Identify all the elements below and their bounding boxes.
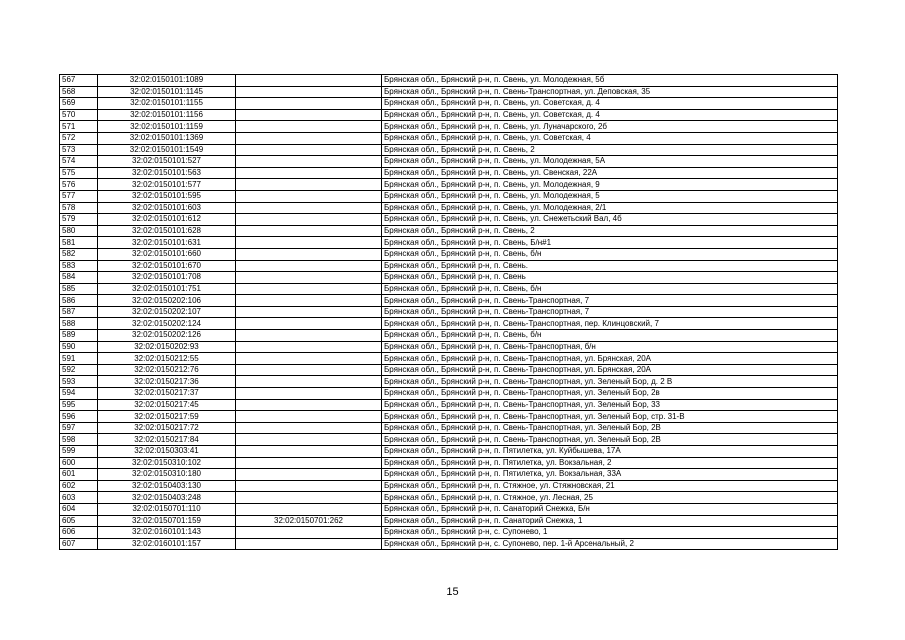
related-cadastral-number-cell	[236, 98, 382, 110]
table-row	[60, 144, 838, 156]
row-number-cell: 600	[60, 457, 98, 469]
row-number-cell: 573	[60, 144, 98, 156]
row-number-cell: 592	[60, 364, 98, 376]
row-number-cell: 591	[60, 353, 98, 365]
related-cadastral-number-cell	[236, 109, 382, 121]
cadastral-number-cell: 32:02:0150202:126	[98, 330, 236, 342]
related-cadastral-number-cell	[236, 527, 382, 539]
table-row	[60, 515, 838, 527]
related-cadastral-number-cell	[236, 538, 382, 550]
row-number-cell: 595	[60, 399, 98, 411]
address-cell: Брянская обл., Брянский р-н, п. Свень, ул. Снежетьский Вал, 4б	[382, 214, 838, 226]
related-cadastral-number-cell	[236, 190, 382, 202]
table-row	[60, 272, 838, 284]
table-row	[60, 283, 838, 295]
address-cell: Брянская обл., Брянский р-н, п. Свень, 2	[382, 225, 838, 237]
row-number-cell: 580	[60, 225, 98, 237]
row-number-cell: 588	[60, 318, 98, 330]
address-cell: Брянская обл., Брянский р-н, п. Свень, Б/н#1	[382, 237, 838, 249]
table-row	[60, 179, 838, 191]
table-row	[60, 260, 838, 272]
address-cell: Брянская обл., Брянский р-н, п. Стяжное, ул. Стяжновская, 21	[382, 480, 838, 492]
address-cell: Брянская обл., Брянский р-н, п. Свень, ул. Молодежная, 5б	[382, 75, 838, 87]
related-cadastral-number-cell	[236, 144, 382, 156]
table-row	[60, 353, 838, 365]
row-number-cell: 589	[60, 330, 98, 342]
cadastral-number-cell: 32:02:0150303:41	[98, 446, 236, 458]
related-cadastral-number-cell	[236, 86, 382, 98]
address-cell: Брянская обл., Брянский р-н, п. Свень.	[382, 260, 838, 272]
address-cell: Брянская обл., Брянский р-н, с. Супонево, 1	[382, 527, 838, 539]
table-row	[60, 492, 838, 504]
row-number-cell: 578	[60, 202, 98, 214]
related-cadastral-number-cell	[236, 376, 382, 388]
address-cell: Брянская обл., Брянский р-н, п. Свень-Транспортная, ул. Зеленый Бор, 2В	[382, 434, 838, 446]
address-cell: Брянская обл., Брянский р-н, с. Супонево, пер. 1-й Арсенальный, 2	[382, 538, 838, 550]
related-cadastral-number-cell	[236, 388, 382, 400]
row-number-cell: 577	[60, 190, 98, 202]
cadastral-number-cell: 32:02:0160101:157	[98, 538, 236, 550]
row-number-cell: 602	[60, 480, 98, 492]
table-row	[60, 86, 838, 98]
address-cell: Брянская обл., Брянский р-н, п. Свень-Транспортная, ул. Зеленый Бор, д. 2 В	[382, 376, 838, 388]
related-cadastral-number-cell	[236, 295, 382, 307]
table-row	[60, 469, 838, 481]
cadastral-number-cell: 32:02:0150101:1155	[98, 98, 236, 110]
cadastral-number-cell: 32:02:0150101:577	[98, 179, 236, 191]
page-number: 15	[446, 586, 459, 598]
related-cadastral-number-cell	[236, 446, 382, 458]
row-number-cell: 590	[60, 341, 98, 353]
cadastral-number-cell: 32:02:0150101:660	[98, 248, 236, 260]
cadastral-number-cell: 32:02:0150101:563	[98, 167, 236, 179]
table-row	[60, 527, 838, 539]
related-cadastral-number-cell	[236, 272, 382, 284]
table-row	[60, 214, 838, 226]
cadastral-number-cell: 32:02:0150310:180	[98, 469, 236, 481]
address-cell: Брянская обл., Брянский р-н, п. Свень, ул. Советская, д. 4	[382, 98, 838, 110]
cadastral-number-cell: 32:02:0150101:1089	[98, 75, 236, 87]
cadastral-number-cell: 32:02:0150217:45	[98, 399, 236, 411]
cadastral-number-cell: 32:02:0150217:37	[98, 388, 236, 400]
table-row	[60, 98, 838, 110]
related-cadastral-number-cell	[236, 434, 382, 446]
address-cell: Брянская обл., Брянский р-н, п. Свень	[382, 272, 838, 284]
address-cell: Брянская обл., Брянский р-н, п. Свень-Транспортная, ул. Брянская, 20А	[382, 353, 838, 365]
table-row	[60, 121, 838, 133]
address-cell: Брянская обл., Брянский р-н, п. Свень, ул. Молодежная, 2/1	[382, 202, 838, 214]
related-cadastral-number-cell	[236, 480, 382, 492]
table-row	[60, 237, 838, 249]
related-cadastral-number-cell	[236, 214, 382, 226]
related-cadastral-number-cell	[236, 179, 382, 191]
table-row	[60, 446, 838, 458]
address-cell: Брянская обл., Брянский р-н, п. Свень-Транспортная, ул. Зеленый Бор, стр. 31-В	[382, 411, 838, 423]
table-row	[60, 202, 838, 214]
related-cadastral-number-cell	[236, 121, 382, 133]
row-number-cell: 584	[60, 272, 98, 284]
row-number-cell: 571	[60, 121, 98, 133]
row-number-cell: 567	[60, 75, 98, 87]
table-row	[60, 132, 838, 144]
address-cell: Брянская обл., Брянский р-н, п. Свень-Транспортная, 7	[382, 295, 838, 307]
address-cell: Брянская обл., Брянский р-н, п. Пятилетка, ул. Вокзальная, 2	[382, 457, 838, 469]
row-number-cell: 585	[60, 283, 98, 295]
cadastral-number-cell: 32:02:0150101:603	[98, 202, 236, 214]
cadastral-number-cell: 32:02:0150701:159	[98, 515, 236, 527]
related-cadastral-number-cell	[236, 75, 382, 87]
related-cadastral-number-cell	[236, 422, 382, 434]
row-number-cell: 601	[60, 469, 98, 481]
cadastral-number-cell: 32:02:0150101:670	[98, 260, 236, 272]
row-number-cell: 572	[60, 132, 98, 144]
address-cell: Брянская обл., Брянский р-н, п. Санаторий Снежка, 1	[382, 515, 838, 527]
address-cell: Брянская обл., Брянский р-н, п. Свень-Транспортная, ул. Деповская, 35	[382, 86, 838, 98]
related-cadastral-number-cell	[236, 260, 382, 272]
row-number-cell: 583	[60, 260, 98, 272]
row-number-cell: 598	[60, 434, 98, 446]
row-number-cell: 582	[60, 248, 98, 260]
related-cadastral-number-cell	[236, 330, 382, 342]
table-row	[60, 190, 838, 202]
address-cell: Брянская обл., Брянский р-н, п. Свень, б/н	[382, 330, 838, 342]
cadastral-number-cell: 32:02:0150212:55	[98, 353, 236, 365]
cadastral-number-cell: 32:02:0150101:1159	[98, 121, 236, 133]
table-row	[60, 411, 838, 423]
related-cadastral-number-cell	[236, 341, 382, 353]
cadastral-number-cell: 32:02:0150101:1145	[98, 86, 236, 98]
row-number-cell: 576	[60, 179, 98, 191]
table-row	[60, 306, 838, 318]
address-cell: Брянская обл., Брянский р-н, п. Свень, б/н	[382, 248, 838, 260]
cadastral-number-cell: 32:02:0150217:36	[98, 376, 236, 388]
cadastral-number-cell: 32:02:0150101:1156	[98, 109, 236, 121]
address-cell: Брянская обл., Брянский р-н, п. Свень-Транспортная, ул. Зеленый Бор, 33	[382, 399, 838, 411]
related-cadastral-number-cell	[236, 237, 382, 249]
cadastral-number-cell: 32:02:0150202:124	[98, 318, 236, 330]
cadastral-number-cell: 32:02:0150217:72	[98, 422, 236, 434]
cadastral-number-cell: 32:02:0150310:102	[98, 457, 236, 469]
row-number-cell: 594	[60, 388, 98, 400]
property-register-table	[59, 74, 838, 550]
table-row	[60, 318, 838, 330]
row-number-cell: 593	[60, 376, 98, 388]
cadastral-number-cell: 32:02:0150101:527	[98, 156, 236, 168]
address-cell: Брянская обл., Брянский р-н, п. Свень, ул. Молодежная, 5	[382, 190, 838, 202]
related-cadastral-number-cell: 32:02:0150701:262	[236, 515, 382, 527]
address-cell: Брянская обл., Брянский р-н, п. Пятилетка, ул. Куйбышева, 17А	[382, 446, 838, 458]
table-row	[60, 167, 838, 179]
table-row	[60, 295, 838, 307]
address-cell: Брянская обл., Брянский р-н, п. Свень, ул. Молодежная, 9	[382, 179, 838, 191]
table-row	[60, 538, 838, 550]
table-row	[60, 376, 838, 388]
row-number-cell: 604	[60, 503, 98, 515]
row-number-cell: 587	[60, 306, 98, 318]
table-row	[60, 156, 838, 168]
row-number-cell: 569	[60, 98, 98, 110]
row-number-cell: 570	[60, 109, 98, 121]
row-number-cell: 597	[60, 422, 98, 434]
address-cell: Брянская обл., Брянский р-н, п. Свень-Транспортная, ул. Брянская, 20А	[382, 364, 838, 376]
address-cell: Брянская обл., Брянский р-н, п. Свень-Транспортная, 7	[382, 306, 838, 318]
related-cadastral-number-cell	[236, 457, 382, 469]
table-row	[60, 503, 838, 515]
related-cadastral-number-cell	[236, 202, 382, 214]
table-row	[60, 480, 838, 492]
related-cadastral-number-cell	[236, 469, 382, 481]
table-row	[60, 434, 838, 446]
related-cadastral-number-cell	[236, 132, 382, 144]
cadastral-number-cell: 32:02:0150101:1549	[98, 144, 236, 156]
cadastral-number-cell: 32:02:0150101:628	[98, 225, 236, 237]
related-cadastral-number-cell	[236, 503, 382, 515]
address-cell: Брянская обл., Брянский р-н, п. Свень, ул. Свенская, 22А	[382, 167, 838, 179]
related-cadastral-number-cell	[236, 156, 382, 168]
table-row	[60, 341, 838, 353]
cadastral-number-cell: 32:02:0150403:130	[98, 480, 236, 492]
table-row	[60, 457, 838, 469]
cadastral-number-cell: 32:02:0150101:631	[98, 237, 236, 249]
cadastral-number-cell: 32:02:0150212:76	[98, 364, 236, 376]
related-cadastral-number-cell	[236, 492, 382, 504]
row-number-cell: 596	[60, 411, 98, 423]
related-cadastral-number-cell	[236, 167, 382, 179]
cadastral-number-cell: 32:02:0150101:595	[98, 190, 236, 202]
cadastral-number-cell: 32:02:0150202:93	[98, 341, 236, 353]
related-cadastral-number-cell	[236, 225, 382, 237]
table-row	[60, 388, 838, 400]
row-number-cell: 575	[60, 167, 98, 179]
table-row	[60, 330, 838, 342]
cadastral-number-cell: 32:02:0150701:110	[98, 503, 236, 515]
row-number-cell: 574	[60, 156, 98, 168]
table-row	[60, 75, 838, 87]
cadastral-number-cell: 32:02:0150101:708	[98, 272, 236, 284]
row-number-cell: 599	[60, 446, 98, 458]
address-cell: Брянская обл., Брянский р-н, п. Свень, ул. Советская, 4	[382, 132, 838, 144]
row-number-cell: 586	[60, 295, 98, 307]
address-cell: Брянская обл., Брянский р-н, п. Свень-Транспортная, ул. Зеленый Бор, 2в	[382, 388, 838, 400]
address-cell: Брянская обл., Брянский р-н, п. Свень, ул. Советская, д. 4	[382, 109, 838, 121]
address-cell: Брянская обл., Брянский р-н, п. Пятилетка, ул. Вокзальная, 33А	[382, 469, 838, 481]
table-body	[60, 75, 838, 550]
related-cadastral-number-cell	[236, 283, 382, 295]
address-cell: Брянская обл., Брянский р-н, п. Свень, ул. Молодежная, 5А	[382, 156, 838, 168]
address-cell: Брянская обл., Брянский р-н, п. Свень, 2	[382, 144, 838, 156]
row-number-cell: 605	[60, 515, 98, 527]
table-row	[60, 225, 838, 237]
related-cadastral-number-cell	[236, 248, 382, 260]
table-row	[60, 422, 838, 434]
related-cadastral-number-cell	[236, 399, 382, 411]
cadastral-number-cell: 32:02:0160101:143	[98, 527, 236, 539]
related-cadastral-number-cell	[236, 411, 382, 423]
table-row	[60, 399, 838, 411]
cadastral-number-cell: 32:02:0150202:106	[98, 295, 236, 307]
cadastral-number-cell: 32:02:0150101:751	[98, 283, 236, 295]
row-number-cell: 606	[60, 527, 98, 539]
table-row	[60, 109, 838, 121]
row-number-cell: 603	[60, 492, 98, 504]
cadastral-number-cell: 32:02:0150202:107	[98, 306, 236, 318]
row-number-cell: 607	[60, 538, 98, 550]
related-cadastral-number-cell	[236, 364, 382, 376]
cadastral-number-cell: 32:02:0150101:1369	[98, 132, 236, 144]
cadastral-number-cell: 32:02:0150403:248	[98, 492, 236, 504]
table-row	[60, 364, 838, 376]
cadastral-number-cell: 32:02:0150217:84	[98, 434, 236, 446]
address-cell: Брянская обл., Брянский р-н, п. Свень-Транспортная, ул. Зеленый Бор, 2В	[382, 422, 838, 434]
address-cell: Брянская обл., Брянский р-н, п. Стяжное, ул. Лесная, 25	[382, 492, 838, 504]
address-cell: Брянская обл., Брянский р-н, п. Свень-Транспортная, б/н	[382, 341, 838, 353]
address-cell: Брянская обл., Брянский р-н, п. Санаторий Снежка, Б/н	[382, 503, 838, 515]
related-cadastral-number-cell	[236, 306, 382, 318]
table-row	[60, 248, 838, 260]
address-cell: Брянская обл., Брянский р-н, п. Свень-Транспортная, пер. Клинцовский, 7	[382, 318, 838, 330]
related-cadastral-number-cell	[236, 353, 382, 365]
related-cadastral-number-cell	[236, 318, 382, 330]
cadastral-number-cell: 32:02:0150217:59	[98, 411, 236, 423]
row-number-cell: 581	[60, 237, 98, 249]
row-number-cell: 579	[60, 214, 98, 226]
cadastral-number-cell: 32:02:0150101:612	[98, 214, 236, 226]
row-number-cell: 568	[60, 86, 98, 98]
address-cell: Брянская обл., Брянский р-н, п. Свень, б/н	[382, 283, 838, 295]
address-cell: Брянская обл., Брянский р-н, п. Свень, ул. Луначарского, 2б	[382, 121, 838, 133]
